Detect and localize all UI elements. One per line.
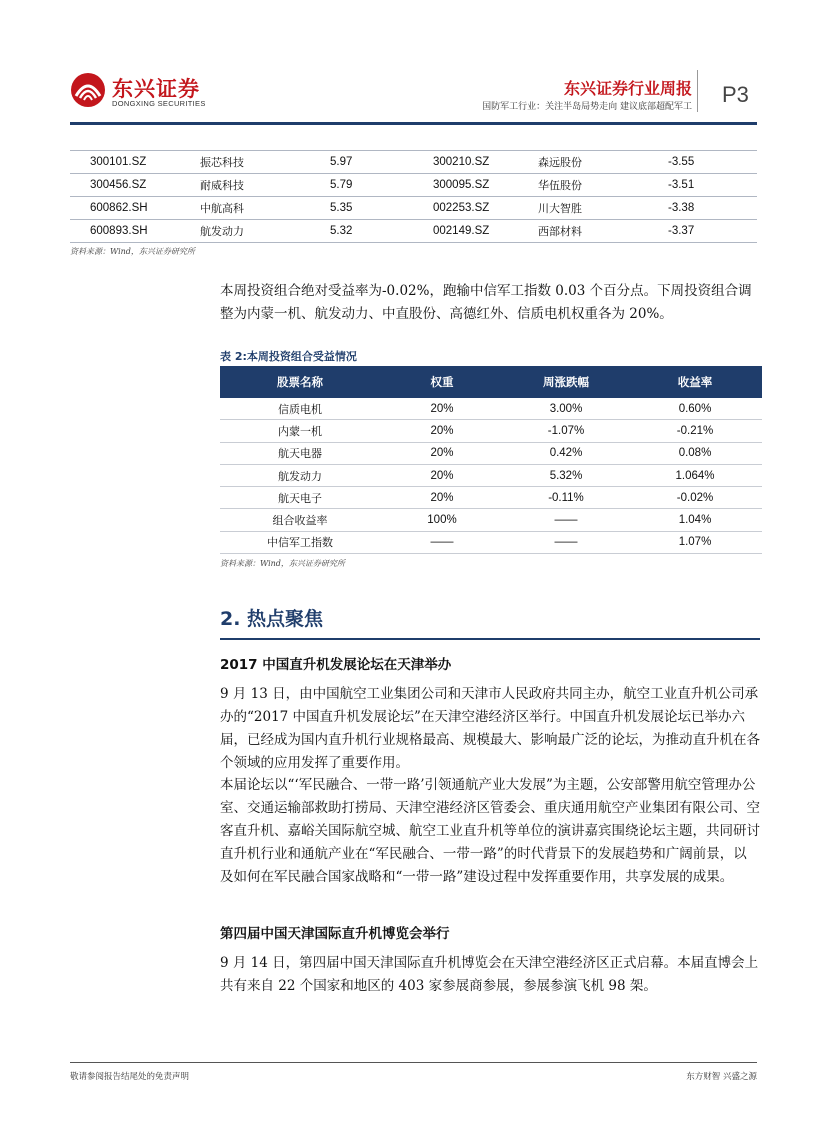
stock-name: 航天电子 xyxy=(220,487,380,509)
loss-value: -3.51 xyxy=(668,174,757,197)
news-paragraph-2: 本届论坛以“‘军民融合、一带一路’引领通航产业大发展”为主题，公安部警用航空管理办公室、交通运输部救助打捞局、天津空港经济区管委会、重庆通用航空产业集团有限公司、空客直升机、嘉峪关国际航空城、航空工业直升机等单位的演讲嘉宾围绕论坛主题，共同研讨直升机行业和通航产业在“军民融合、一带一路”的时代背景下的发展趋势和广阔前景，以及如何在军民融合国家战略和“一带一路”建设过程中发挥重要作用，共享发展的成果。 xyxy=(220,777,760,885)
stock-name: 信质电机 xyxy=(220,398,380,420)
section-title: 2. 热点聚焦 xyxy=(220,608,324,630)
stock-code: 300101.SZ xyxy=(70,151,200,174)
stock-name: 振芯科技 xyxy=(200,151,330,174)
stock-name: 航发动力 xyxy=(200,220,330,243)
header-rule xyxy=(70,122,757,125)
stock-name: 中信军工指数 xyxy=(220,531,380,553)
table-row xyxy=(70,197,757,220)
table-row xyxy=(220,420,762,442)
stock-code: 002253.SZ xyxy=(433,197,538,220)
table-row xyxy=(220,464,762,486)
table-row xyxy=(220,398,762,420)
stock-code: 300210.SZ xyxy=(433,151,538,174)
weight-value: 20% xyxy=(380,420,504,442)
portfolio-table-caption: 表 2:本周投资组合受益情况 xyxy=(220,350,357,363)
weight-value: —— xyxy=(380,531,504,553)
logo-text-en: DONGXING SECURITIES xyxy=(112,99,206,108)
stock-code: 300095.SZ xyxy=(433,174,538,197)
logo-text-cn: 东兴证券 xyxy=(112,77,200,101)
table-row xyxy=(220,442,762,464)
weight-value: 20% xyxy=(380,398,504,420)
table-source-2: 资料来源：Wind，东兴证券研究所 xyxy=(220,559,345,568)
stock-name: 组合收益率 xyxy=(220,509,380,531)
stock-name: 森远股份 xyxy=(538,151,668,174)
summary-paragraph: 本周投资组合绝对受益率为-0.02%，跑输中信军工指数 0.03 个百分点。下周投资组合调整为内蒙一机、航发动力、中直股份、高德红外、信质电机权重各为 20%。 xyxy=(220,283,752,322)
section-rule xyxy=(220,638,760,640)
company-logo-icon xyxy=(70,72,106,108)
table-row xyxy=(70,151,757,174)
gain-value: 5.79 xyxy=(330,174,433,197)
report-subtitle: 国防军工行业：关注半岛局势走向 建议底部超配军工 xyxy=(482,102,692,112)
stock-name: 内蒙一机 xyxy=(220,420,380,442)
col-header-name: 股票名称 xyxy=(220,366,380,398)
loss-value: -3.55 xyxy=(668,151,757,174)
return-value: -0.02% xyxy=(628,487,762,509)
loss-value: -3.37 xyxy=(668,220,757,243)
news-paragraph-3: 9 月 14 日，第四届中国天津国际直升机博览会在天津空港经济区正式启幕。本届直博会上共有来自 22 个国家和地区的 403 家参展商参展，参展参演飞机 98 架。 xyxy=(220,955,759,994)
change-value: 5.32% xyxy=(504,464,628,486)
weight-value: 20% xyxy=(380,487,504,509)
news-heading-1: 2017 中国直升机发展论坛在天津举办 xyxy=(220,657,452,673)
stock-name: 中航高科 xyxy=(200,197,330,220)
col-header-return: 收益率 xyxy=(628,366,762,398)
col-header-weight: 权重 xyxy=(380,366,504,398)
return-value: 1.04% xyxy=(628,509,762,531)
footer-rule xyxy=(70,1062,757,1063)
stock-name: 耐威科技 xyxy=(200,174,330,197)
table-row xyxy=(220,531,762,553)
table-row xyxy=(70,174,757,197)
gain-value: 5.32 xyxy=(330,220,433,243)
stock-change-table xyxy=(70,150,757,243)
change-value: 0.42% xyxy=(504,442,628,464)
loss-value: -3.38 xyxy=(668,197,757,220)
weight-value: 100% xyxy=(380,509,504,531)
page-number: P3 xyxy=(722,82,749,107)
return-value: 0.60% xyxy=(628,398,762,420)
return-value: 1.064% xyxy=(628,464,762,486)
gain-value: 5.97 xyxy=(330,151,433,174)
stock-code: 600862.SH xyxy=(70,197,200,220)
news-heading-2: 第四届中国天津国际直升机博览会举行 xyxy=(220,926,450,942)
stock-name: 华伍股份 xyxy=(538,174,668,197)
change-value: —— xyxy=(504,509,628,531)
stock-code: 300456.SZ xyxy=(70,174,200,197)
news-paragraph-1: 9 月 13 日，由中国航空工业集团公司和天津市人民政府共同主办，航空工业直升机公司承办的“2017 中国直升机发展论坛”在天津空港经济区举行。中国直升机发展论坛已举办六届，已经成为国内直升机行业规格最高、规模最大、影响最广泛的论坛，为推动直升机在各个领域的应用发挥了重要作用。 xyxy=(220,686,760,771)
header-divider xyxy=(697,70,698,112)
table-row xyxy=(70,220,757,243)
return-value: 0.08% xyxy=(628,442,762,464)
footer-slogan: 东方财智 兴盛之源 xyxy=(686,1072,757,1082)
weight-value: 20% xyxy=(380,442,504,464)
change-value: -0.11% xyxy=(504,487,628,509)
return-value: -0.21% xyxy=(628,420,762,442)
stock-name: 航发动力 xyxy=(220,464,380,486)
table-source-1: 资料来源：Wind，东兴证券研究所 xyxy=(70,247,195,256)
table-row xyxy=(220,509,762,531)
col-header-change: 周涨跌幅 xyxy=(504,366,628,398)
stock-name: 航天电器 xyxy=(220,442,380,464)
table-row xyxy=(220,487,762,509)
stock-name: 西部材料 xyxy=(538,220,668,243)
change-value: -1.07% xyxy=(504,420,628,442)
stock-name: 川大智胜 xyxy=(538,197,668,220)
return-value: 1.07% xyxy=(628,531,762,553)
weight-value: 20% xyxy=(380,464,504,486)
change-value: 3.00% xyxy=(504,398,628,420)
stock-code: 600893.SH xyxy=(70,220,200,243)
change-value: —— xyxy=(504,531,628,553)
portfolio-table xyxy=(220,366,762,554)
stock-code: 002149.SZ xyxy=(433,220,538,243)
disclaimer-note: 敬请参阅报告结尾处的免责声明 xyxy=(70,1072,190,1082)
report-title: 东兴证券行业周报 xyxy=(563,79,692,98)
gain-value: 5.35 xyxy=(330,197,433,220)
